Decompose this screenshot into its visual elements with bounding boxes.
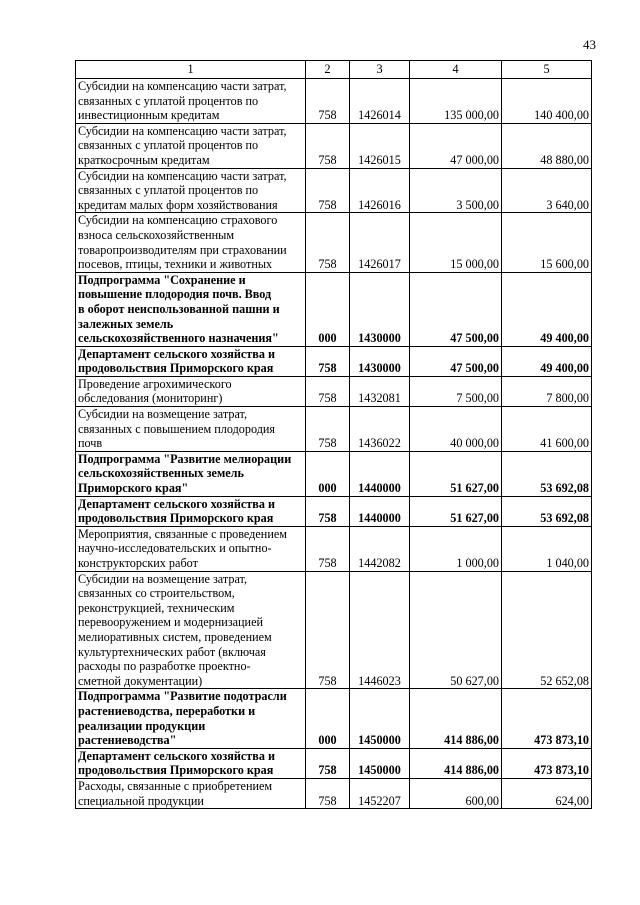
row-amount-year-1: 51 627,00 — [410, 451, 502, 496]
header-col-2: 2 — [306, 61, 350, 79]
row-amount-year-1: 15 000,00 — [410, 213, 502, 272]
row-target-article-code: 1440000 — [350, 451, 410, 496]
row-name-line: реализации продукции — [78, 718, 206, 733]
row-target-article-code: 1430000 — [350, 272, 410, 346]
budget-table — [75, 60, 592, 809]
row-name-cell — [76, 748, 306, 778]
row-name-line: растениеводства, переработки и — [78, 703, 256, 718]
row-department-code: 758 — [306, 526, 350, 571]
row-name-line: Субсидии на компенсацию страхового — [78, 213, 278, 228]
row-name-cell — [76, 689, 306, 748]
table-row — [76, 272, 592, 346]
row-amount-year-1: 51 627,00 — [410, 496, 502, 526]
table-row — [76, 346, 592, 376]
row-amount-year-1: 135 000,00 — [410, 79, 502, 124]
table-row — [76, 748, 592, 778]
row-name-line: Приморского края" — [78, 481, 189, 496]
row-name-cell — [76, 407, 306, 452]
row-name-line: продовольствия Приморского края — [78, 511, 274, 526]
row-department-code: 758 — [306, 376, 350, 406]
table-row — [76, 496, 592, 526]
table-row — [76, 778, 592, 808]
row-name-cell — [76, 346, 306, 376]
row-name-cell — [76, 168, 306, 213]
row-amount-year-2: 1 040,00 — [502, 526, 592, 571]
row-target-article-code: 1452207 — [350, 778, 410, 808]
header-col-1: 1 — [76, 61, 306, 79]
row-amount-year-1: 50 627,00 — [410, 571, 502, 689]
row-target-article-code: 1426016 — [350, 168, 410, 213]
row-name-cell — [76, 376, 306, 406]
row-amount-year-2: 49 400,00 — [502, 272, 592, 346]
row-name-cell — [76, 123, 306, 168]
row-department-code: 758 — [306, 571, 350, 689]
row-name-line: культуртехнических работ (включая — [78, 644, 266, 659]
table-row — [76, 79, 592, 124]
row-name-line: растениеводства" — [78, 733, 177, 748]
row-name-line: обследования (мониторинг) — [78, 391, 223, 406]
row-target-article-code: 1426015 — [350, 123, 410, 168]
row-amount-year-1: 414 886,00 — [410, 748, 502, 778]
table-row — [76, 123, 592, 168]
row-department-code: 758 — [306, 778, 350, 808]
row-name-line: сельскохозяйственного назначения" — [78, 331, 279, 346]
row-name-line: конструкторских работ — [78, 556, 198, 570]
row-target-article-code: 1432081 — [350, 376, 410, 406]
row-name-line: Подпрограмма "Сохранение и — [78, 272, 246, 287]
row-name-cell — [76, 778, 306, 808]
row-name-line: Подпрограмма "Развитие мелиорации — [78, 451, 292, 466]
row-name-line: специальной продукции — [78, 793, 204, 808]
row-name-line: Подпрограмма "Развитие подотрасли — [78, 689, 287, 704]
table-row — [76, 689, 592, 748]
row-amount-year-2: 52 652,08 — [502, 571, 592, 689]
row-amount-year-2: 41 600,00 — [502, 407, 592, 452]
header-col-5: 5 — [502, 61, 592, 79]
row-name-line: Мероприятия, связанные с проведением — [78, 526, 287, 541]
row-name-line: залежных земель — [78, 316, 174, 331]
row-target-article-code: 1450000 — [350, 689, 410, 748]
row-target-article-code: 1450000 — [350, 748, 410, 778]
row-name-line: перевооружением и модернизацией — [78, 615, 264, 630]
row-department-code: 758 — [306, 748, 350, 778]
row-amount-year-1: 47 500,00 — [410, 272, 502, 346]
row-amount-year-1: 3 500,00 — [410, 168, 502, 213]
row-name-line: связанных со строительством, — [78, 586, 235, 601]
row-name-line: сельскохозяйственных земель — [78, 466, 244, 481]
row-name-cell — [76, 451, 306, 496]
row-name-line: связанных с уплатой процентов по — [78, 138, 259, 153]
table-row — [76, 168, 592, 213]
row-name-line: Субсидии на возмещение затрат, — [78, 571, 248, 586]
row-name-cell — [76, 213, 306, 272]
row-amount-year-2: 473 873,10 — [502, 748, 592, 778]
header-col-3: 3 — [350, 61, 410, 79]
row-amount-year-1: 600,00 — [410, 778, 502, 808]
row-amount-year-2: 624,00 — [502, 778, 592, 808]
table-header-row — [76, 61, 592, 79]
row-amount-year-2: 473 873,10 — [502, 689, 592, 748]
row-name-line: товаропроизводителям при страховании — [78, 242, 287, 257]
row-name-line: инвестиционным кредитам — [78, 108, 220, 123]
row-name-line: в оборот неиспользованной пашни и — [78, 301, 280, 316]
row-name-line: взноса сельскохозяйственным — [78, 227, 235, 242]
row-target-article-code: 1440000 — [350, 496, 410, 526]
row-department-code: 000 — [306, 272, 350, 346]
row-name-line: связанных с уплатой процентов по — [78, 183, 259, 198]
row-amount-year-1: 47 500,00 — [410, 346, 502, 376]
table-row — [76, 376, 592, 406]
row-name-line: повышение плодородия почв. Ввод — [78, 287, 272, 302]
row-name-line: реконструкцией, техническим — [78, 600, 235, 615]
row-name-line: расходы по разработке проектно- — [78, 659, 251, 674]
row-amount-year-1: 1 000,00 — [410, 526, 502, 571]
table-row — [76, 407, 592, 452]
row-name-line: Субсидии на возмещение затрат, — [78, 407, 248, 422]
row-amount-year-2: 53 692,08 — [502, 451, 592, 496]
row-name-line: Департамент сельского хозяйства и — [78, 346, 276, 361]
row-target-article-code: 1426014 — [350, 79, 410, 124]
row-amount-year-2: 3 640,00 — [502, 168, 592, 213]
row-name-cell — [76, 79, 306, 124]
row-department-code: 758 — [306, 168, 350, 213]
row-target-article-code: 1426017 — [350, 213, 410, 272]
row-amount-year-1: 7 500,00 — [410, 376, 502, 406]
row-name-line: Проведение агрохимического — [78, 376, 232, 391]
row-name-line: Департамент сельского хозяйства и — [78, 496, 276, 511]
row-amount-year-1: 40 000,00 — [410, 407, 502, 452]
table-row — [76, 571, 592, 689]
row-name-line: сметной документации) — [78, 673, 203, 688]
row-name-line: научно-исследовательских и опытно- — [78, 541, 272, 556]
page-number: 43 — [583, 37, 596, 52]
row-name-line: Департамент сельского хозяйства и — [78, 748, 276, 763]
row-name-line: Субсидии на компенсацию части затрат, — [78, 168, 287, 183]
row-name-line: краткосрочным кредитам — [78, 152, 210, 167]
row-amount-year-2: 140 400,00 — [502, 79, 592, 124]
row-name-cell — [76, 571, 306, 689]
row-target-article-code: 1442082 — [350, 526, 410, 571]
row-department-code: 758 — [306, 407, 350, 452]
row-department-code: 000 — [306, 689, 350, 748]
row-amount-year-1: 414 886,00 — [410, 689, 502, 748]
row-name-line: почв — [78, 436, 103, 451]
row-amount-year-2: 49 400,00 — [502, 346, 592, 376]
row-amount-year-2: 15 600,00 — [502, 213, 592, 272]
row-amount-year-2: 48 880,00 — [502, 123, 592, 168]
table-row — [76, 526, 592, 571]
header-col-4: 4 — [410, 61, 502, 79]
row-amount-year-2: 7 800,00 — [502, 376, 592, 406]
row-name-cell — [76, 526, 306, 571]
row-name-line: Субсидии на компенсацию части затрат, — [78, 123, 287, 138]
row-department-code: 758 — [306, 79, 350, 124]
row-name-line: продовольствия Приморского края — [78, 763, 274, 778]
table-body — [76, 79, 592, 809]
row-amount-year-2: 53 692,08 — [502, 496, 592, 526]
row-name-line: Субсидии на компенсацию части затрат, — [78, 79, 287, 93]
row-name-line: мелиоративных систем, проведением — [78, 629, 272, 644]
row-amount-year-1: 47 000,00 — [410, 123, 502, 168]
row-name-cell — [76, 496, 306, 526]
row-department-code: 000 — [306, 451, 350, 496]
row-name-cell — [76, 272, 306, 346]
table-row — [76, 213, 592, 272]
table-row — [76, 451, 592, 496]
row-name-line: связанных с уплатой процентов по — [78, 93, 259, 108]
row-department-code: 758 — [306, 213, 350, 272]
row-name-line: Расходы, связанные с приобретением — [78, 778, 273, 793]
row-name-line: продовольствия Приморского края — [78, 361, 274, 376]
row-department-code: 758 — [306, 346, 350, 376]
row-department-code: 758 — [306, 496, 350, 526]
row-target-article-code: 1446023 — [350, 571, 410, 689]
row-name-line: посевов, птицы, техники и животных — [78, 257, 273, 272]
row-name-line: кредитам малых форм хозяйствования — [78, 197, 278, 212]
row-target-article-code: 1430000 — [350, 346, 410, 376]
row-department-code: 758 — [306, 123, 350, 168]
row-name-line: связанных с повышением плодородия — [78, 421, 276, 436]
row-target-article-code: 1436022 — [350, 407, 410, 452]
